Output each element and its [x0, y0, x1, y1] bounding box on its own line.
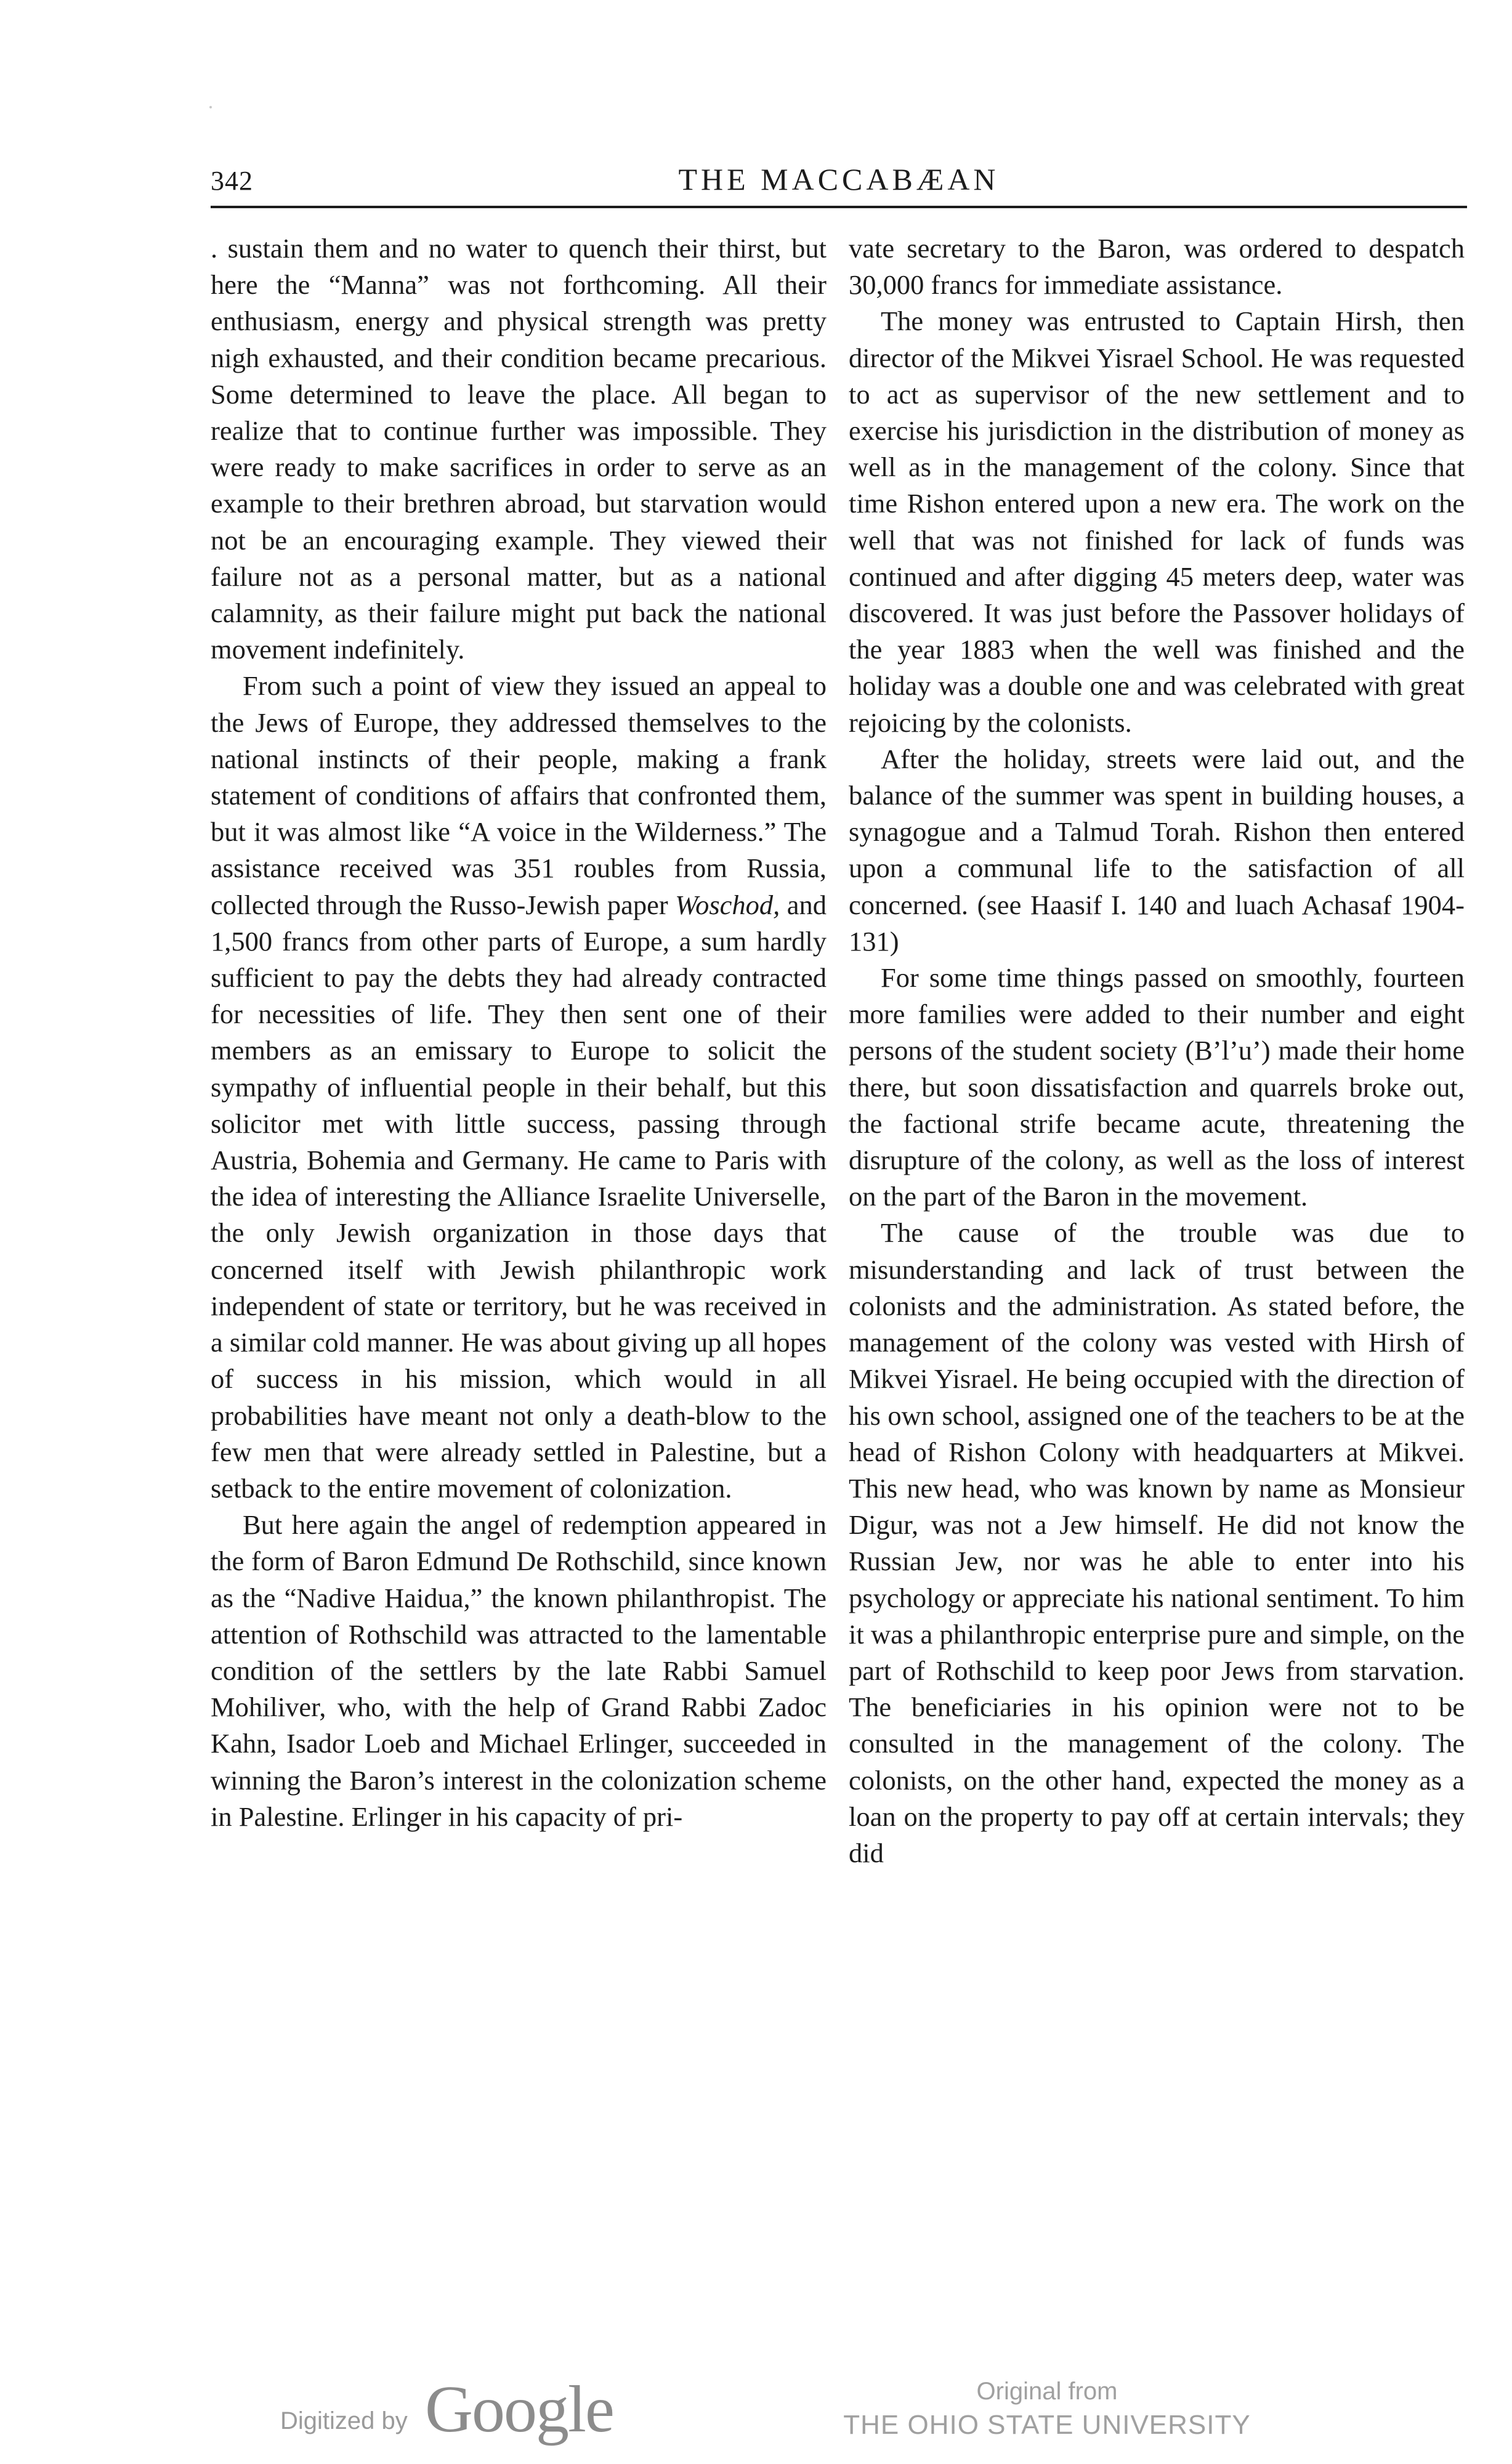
- google-logo: Google: [425, 2373, 613, 2446]
- header-rule: [211, 206, 1467, 208]
- digitization-footer: [0, 2365, 1512, 2446]
- paragraph-text: vate secretary to the Baron, was ordered to despatch 30,000 francs for immediate assistance.: [849, 233, 1465, 301]
- paragraph: [211, 1507, 827, 1835]
- paragraph: [849, 230, 1465, 303]
- paragraph: [211, 230, 827, 668]
- paragraph: [849, 1215, 1465, 1871]
- scan-speck: [209, 106, 212, 108]
- newspaper-title: Woschod,: [675, 889, 780, 920]
- paragraph: [849, 303, 1465, 740]
- paragraph-text: and 1,500 francs from other parts of Europe, a sum hardly sufficient to pay the debts they had already contracted for necessities of life. They then sent one of their members as an emissary to Europe to solicit the sympathy of influential people in their behalf, but this solicitor met with little success, passing through Austria, Bohemia and Germany. He came to Paris with the idea of interesting the Alliance Israelite Universelle, the only Jewish organization in those days that concerned itself with Jewish philanthropic work independent of state or territory, but he was received in a similar cold manner. He was about giving up all hopes of success in his mission, which would in all probabilities have meant not only a death-blow to the few men that were already settled in Palestine, but a setback to the entire movement of colonization.: [211, 889, 827, 1504]
- left-column: [211, 230, 827, 1835]
- paragraph: [849, 741, 1465, 960]
- digitized-by-label: Digitized by: [280, 2407, 408, 2434]
- paragraph: [849, 960, 1465, 1215]
- paragraph: [211, 668, 827, 1507]
- source-library-name: THE OHIO STATE UNIVERSITY: [843, 2410, 1251, 2440]
- paragraph-text: From such a point of view they issued an appeal to the Jews of Europe, they addressed themselves to the national instincts of their people, making a frank statement of conditions of affairs that confronted them, but it was almost like “A voice in the Wilderness.” The assistance received was 351 roubles from Russia, collected through the Russo-Jewish paper: [211, 670, 827, 920]
- paragraph-text: After the holiday, streets were laid out, and the balance of the summer was spent in building houses, a synagogue and a Talmud Torah. Rishon then entered upon a communal life to the satisfaction of all concerned. (see Haasif I. 140 and luach Achasaf 1904-131): [849, 743, 1465, 957]
- right-column: [849, 230, 1465, 1871]
- paragraph-text: But here again the angel of redemption appeared in the form of Baron Edmund De Rothschild, since known as the “Nadive Haidua,” the known philanthropist. The attention of Rothschild was attracted to the lamentable condition of the settlers by the late Rabbi Samuel Mohiliver, who, with the help of Grand Rabbi Zadoc Kahn, Isador Loeb and Michael Erlinger, succeeded in winning the Baron’s interest in the colonization scheme in Palestine. Erlinger in his capacity of pri-: [211, 1509, 827, 1832]
- original-from-label: Original from: [976, 2378, 1118, 2405]
- paragraph-text: . sustain them and no water to quench their thirst, but here the “Manna” was not forthcoming. All their enthusiasm, energy and physical strength was pretty nigh exhausted, and their condition became precarious. Some determined to leave the place. All began to realize that to continue further was impossible. They were ready to make sacrifices in order to serve as an example to their brethren abroad, but starvation would not be an encouraging example. They viewed their failure not as a personal matter, but as a national calamnity, as their failure might put back the national movement indefinitely.: [211, 233, 827, 665]
- page-number: 342: [211, 166, 253, 196]
- running-head: THE MACCABÆAN: [678, 162, 1000, 197]
- page-header: [211, 161, 1467, 205]
- paragraph-text: For some time things passed on smoothly, fourteen more families were added to their number and eight persons of the student society (B’l’u’) made their home there, but soon dissatisfaction and quarrels broke out, the factional strife became acute, threatening the disrupture of the colony, as well as the loss of interest on the part of the Baron in the movement.: [849, 962, 1465, 1212]
- paragraph-text: The cause of the trouble was due to misunderstanding and lack of trust between the colonists and the administration. As stated before, the management of the colony was vested with Hirsh of Mikvei Yisrael. He being occupied with the direction of his own school, assigned one of the teachers to be at the head of Rishon Colony with headquarters at Mikvei. This new head, who was known by name as Monsieur Digur, was not a Jew himself. He did not know the Russian Jew, nor was he able to enter into his psychology or appreciate his national sentiment. To him it was a philanthropic enterprise pure and simple, on the part of Rothschild to keep poor Jews from starvation. The beneficiaries in his opinion were not to be consulted in the management of the colony. The colonists, on the other hand, expected the money as a loan on the property to pay off at certain intervals; they did: [849, 1217, 1465, 1868]
- paragraph-text: The money was entrusted to Captain Hirsh, then director of the Mikvei Yisrael School. He was requested to act as supervisor of the new settlement and to exercise his jurisdiction in the distribution of money as well as in the management of the colony. Since that time Rishon entered upon a new era. The work on the well that was not finished for lack of funds was continued and after digging 45 meters deep, water was discovered. It was just before the Passover holidays of the year 1883 when the well was finished and the holiday was a double one and was celebrated with great rejoicing by the colonists.: [849, 306, 1465, 738]
